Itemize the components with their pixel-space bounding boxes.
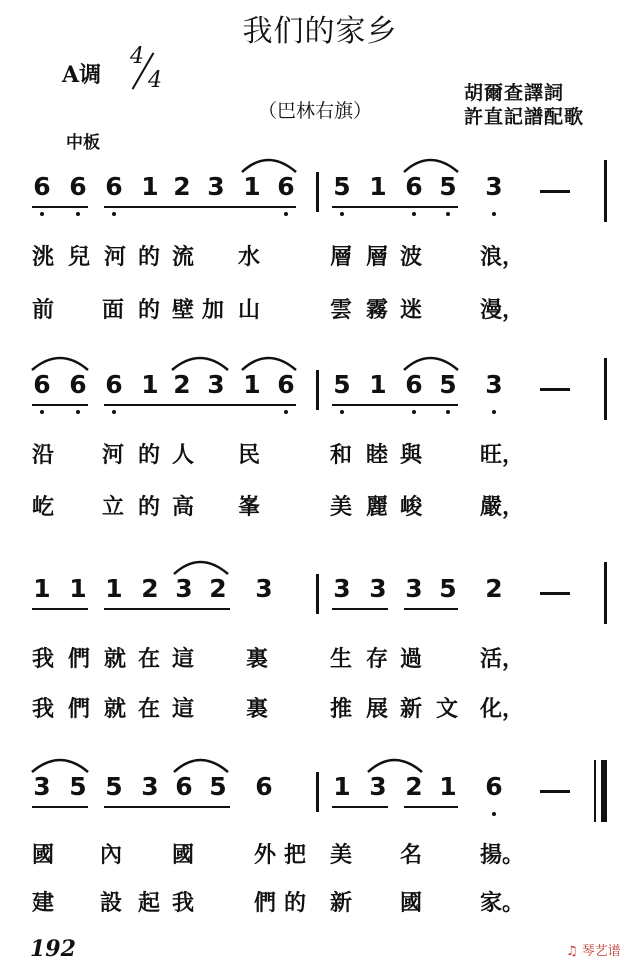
extension-dash xyxy=(540,790,570,793)
bar-line xyxy=(316,172,319,212)
note: 5 xyxy=(209,772,227,801)
lyric-char: 加 xyxy=(202,298,225,323)
lyric-char: 立 xyxy=(102,495,125,520)
lyric-char: 存 xyxy=(366,647,389,672)
note: 2 xyxy=(141,574,159,603)
lyric-char: 外 xyxy=(254,843,277,868)
lyric-char: 文 xyxy=(436,697,459,722)
lyric-verse-1 xyxy=(0,642,640,672)
underline xyxy=(404,806,458,808)
slur xyxy=(30,352,92,372)
note: 6 xyxy=(69,370,87,399)
underline xyxy=(332,806,388,808)
note: 6 xyxy=(69,172,87,201)
time-denominator: 4 xyxy=(148,68,162,93)
lyric-char: 浪， xyxy=(480,245,525,270)
note: 1 xyxy=(369,370,387,399)
note: 6 xyxy=(255,772,273,801)
note: 1 xyxy=(243,370,261,399)
bar-line xyxy=(316,574,319,614)
lyric-verse-1 xyxy=(0,838,640,868)
lyric-char: 嚴， xyxy=(480,495,525,520)
note: 6 xyxy=(405,172,423,201)
underline xyxy=(104,404,296,406)
underline xyxy=(332,206,458,208)
note: 1 xyxy=(439,772,457,801)
lyric-char: 在 xyxy=(138,697,161,722)
octave-dot xyxy=(340,212,344,216)
lyric-char: 的 xyxy=(138,443,161,468)
lyric-char: 裏 xyxy=(246,647,269,672)
slur xyxy=(240,352,300,372)
lyric-char: 就 xyxy=(104,697,127,722)
slur xyxy=(402,154,462,174)
octave-dot xyxy=(446,410,450,414)
lyric-char: 的 xyxy=(284,891,307,916)
lyric-char: 的 xyxy=(138,245,161,270)
lyric-char: 的 xyxy=(138,495,161,520)
lyric-char: 人 xyxy=(172,443,195,468)
lyric-char: 霧 xyxy=(366,298,389,323)
lyric-char: 流 xyxy=(172,245,195,270)
lyric-char: 內 xyxy=(100,843,123,868)
octave-dot xyxy=(76,410,80,414)
lyric-char: 活， xyxy=(480,647,525,672)
note: 3 xyxy=(207,370,225,399)
underline xyxy=(104,206,296,208)
lyric-char: 生 xyxy=(330,647,353,672)
bar-line xyxy=(316,772,319,812)
credit-music: 許直記譜配歌 xyxy=(464,106,585,128)
lyric-char: 過 xyxy=(400,647,423,672)
lyric-char: 迷 xyxy=(400,298,423,323)
note: 3 xyxy=(141,772,159,801)
note: 5 xyxy=(105,772,123,801)
lyric-char: 層 xyxy=(366,245,389,270)
lyric-char: 國 xyxy=(400,891,423,916)
note: 3 xyxy=(369,574,387,603)
slur xyxy=(172,556,232,576)
lyric-char: 們 xyxy=(68,647,91,672)
lyric-char: 麗 xyxy=(366,495,389,520)
lyric-char: 推 xyxy=(330,697,353,722)
lyric-char: 新 xyxy=(400,697,423,722)
watermark-logo xyxy=(566,940,621,959)
lyric-char: 兒 xyxy=(68,245,91,270)
lyric-char: 睦 xyxy=(366,443,389,468)
note: 2 xyxy=(405,772,423,801)
note: 5 xyxy=(69,772,87,801)
bar-line xyxy=(604,160,607,222)
lyric-char: 面 xyxy=(102,298,125,323)
extension-dash xyxy=(540,388,570,391)
lyric-char: 雲 xyxy=(330,298,353,323)
lyric-char: 旺， xyxy=(480,443,525,468)
lyric-char: 化， xyxy=(480,697,525,722)
song-title: 我们的家乡 xyxy=(242,14,398,49)
note: 6 xyxy=(277,370,295,399)
bar-line xyxy=(604,562,607,624)
note: 6 xyxy=(277,172,295,201)
final-bar-thick xyxy=(601,760,607,822)
lyric-char: 峯 xyxy=(238,495,261,520)
lyric-verse-2 xyxy=(0,886,640,916)
lyric-char: 高 xyxy=(172,495,195,520)
octave-dot xyxy=(412,410,416,414)
slur xyxy=(170,352,232,372)
lyric-char: 我 xyxy=(172,891,195,916)
slur xyxy=(402,352,462,372)
note: 6 xyxy=(105,370,123,399)
underline xyxy=(404,608,458,610)
lyric-char: 河 xyxy=(102,443,125,468)
note: 3 xyxy=(485,370,503,399)
note: 2 xyxy=(209,574,227,603)
lyric-verse-1 xyxy=(0,240,640,270)
lyric-char: 波 xyxy=(400,245,423,270)
note: 6 xyxy=(33,172,51,201)
octave-dot xyxy=(340,410,344,414)
credit-lyrics: 胡爾查譯詞 xyxy=(464,82,565,104)
lyric-char: 新 xyxy=(330,891,353,916)
lyric-char: 設 xyxy=(100,891,123,916)
note: 1 xyxy=(141,370,159,399)
region-note: （巴林右旗） xyxy=(258,100,373,122)
note: 6 xyxy=(33,370,51,399)
underline xyxy=(332,404,458,406)
note: 1 xyxy=(369,172,387,201)
lyric-char: 國 xyxy=(172,843,195,868)
lyric-char: 名 xyxy=(400,843,423,868)
lyric-char: 前 xyxy=(32,298,55,323)
watermark-text: 琴艺谱 xyxy=(581,944,621,959)
lyric-char: 裏 xyxy=(246,697,269,722)
note: 3 xyxy=(333,574,351,603)
note: 6 xyxy=(105,172,123,201)
lyric-char: 們 xyxy=(254,891,277,916)
note: 3 xyxy=(33,772,51,801)
lyric-char: 我 xyxy=(32,647,55,672)
lyric-char: 的 xyxy=(138,298,161,323)
note: 3 xyxy=(485,172,503,201)
lyric-char: 起 xyxy=(138,891,161,916)
lyric-char: 層 xyxy=(330,245,353,270)
underline xyxy=(104,608,230,610)
underline xyxy=(332,608,388,610)
note: 2 xyxy=(173,370,191,399)
lyric-char: 河 xyxy=(104,245,127,270)
slur xyxy=(172,754,232,774)
note: 5 xyxy=(439,370,457,399)
note: 5 xyxy=(333,172,351,201)
note: 1 xyxy=(69,574,87,603)
octave-dot xyxy=(492,212,496,216)
lyric-char: 揚。 xyxy=(480,843,525,868)
lyric-char: 與 xyxy=(400,443,423,468)
lyric-verse-1 xyxy=(0,438,640,468)
lyric-char: 這 xyxy=(172,647,195,672)
lyric-char: 我 xyxy=(32,697,55,722)
note: 2 xyxy=(485,574,503,603)
extension-dash xyxy=(540,592,570,595)
octave-dot xyxy=(40,212,44,216)
lyric-char: 家。 xyxy=(480,891,525,916)
note: 3 xyxy=(369,772,387,801)
note: 1 xyxy=(243,172,261,201)
lyric-verse-2 xyxy=(0,490,640,520)
octave-dot xyxy=(492,812,496,816)
bar-line xyxy=(316,370,319,410)
note: 5 xyxy=(439,574,457,603)
music-note-icon: ♫ xyxy=(566,944,578,959)
lyric-char: 峻 xyxy=(400,495,423,520)
octave-dot xyxy=(284,212,288,216)
underline xyxy=(104,806,230,808)
lyric-verse-2 xyxy=(0,293,640,323)
lyric-char: 和 xyxy=(330,443,353,468)
note: 3 xyxy=(207,172,225,201)
note: 6 xyxy=(485,772,503,801)
lyric-char: 沿 xyxy=(32,443,55,468)
octave-dot xyxy=(446,212,450,216)
octave-dot xyxy=(284,410,288,414)
lyric-char: 山 xyxy=(238,298,261,323)
lyric-verse-2 xyxy=(0,692,640,722)
underline xyxy=(32,206,88,208)
slur xyxy=(30,754,92,774)
page-number: 192 xyxy=(30,936,76,962)
note: 1 xyxy=(105,574,123,603)
note: 3 xyxy=(255,574,273,603)
lyric-char: 美 xyxy=(330,495,353,520)
lyric-char: 洮 xyxy=(32,245,55,270)
note: 2 xyxy=(173,172,191,201)
lyric-char: 們 xyxy=(68,697,91,722)
note: 3 xyxy=(405,574,423,603)
lyric-char: 就 xyxy=(104,647,127,672)
lyric-char: 展 xyxy=(366,697,389,722)
final-bar-thin xyxy=(594,760,596,822)
time-signature xyxy=(122,44,174,96)
lyric-char: 漫， xyxy=(480,298,525,323)
lyric-char: 把 xyxy=(284,843,307,868)
lyric-char: 屹 xyxy=(32,495,55,520)
lyric-char: 壁 xyxy=(172,298,195,323)
extension-dash xyxy=(540,190,570,193)
note: 6 xyxy=(175,772,193,801)
lyric-char: 美 xyxy=(330,843,353,868)
octave-dot xyxy=(76,212,80,216)
octave-dot xyxy=(412,212,416,216)
lyric-char: 這 xyxy=(172,697,195,722)
slur xyxy=(366,754,426,774)
underline xyxy=(32,608,88,610)
note: 1 xyxy=(33,574,51,603)
slur xyxy=(240,154,300,174)
lyric-char: 建 xyxy=(32,891,55,916)
lyric-char: 在 xyxy=(138,647,161,672)
note: 5 xyxy=(333,370,351,399)
octave-dot xyxy=(112,410,116,414)
note: 1 xyxy=(141,172,159,201)
octave-dot xyxy=(112,212,116,216)
note: 5 xyxy=(439,172,457,201)
lyric-char: 國 xyxy=(32,843,55,868)
underline xyxy=(32,806,88,808)
note: 3 xyxy=(175,574,193,603)
octave-dot xyxy=(40,410,44,414)
lyric-char: 民 xyxy=(238,443,261,468)
octave-dot xyxy=(492,410,496,414)
note: 1 xyxy=(333,772,351,801)
key-signature: A调 xyxy=(62,62,102,88)
note: 6 xyxy=(405,370,423,399)
tempo-marking: 中板 xyxy=(66,133,100,153)
lyric-char: 水 xyxy=(238,245,261,270)
time-numerator: 4 xyxy=(130,44,144,69)
bar-line xyxy=(604,358,607,420)
underline xyxy=(32,404,88,406)
